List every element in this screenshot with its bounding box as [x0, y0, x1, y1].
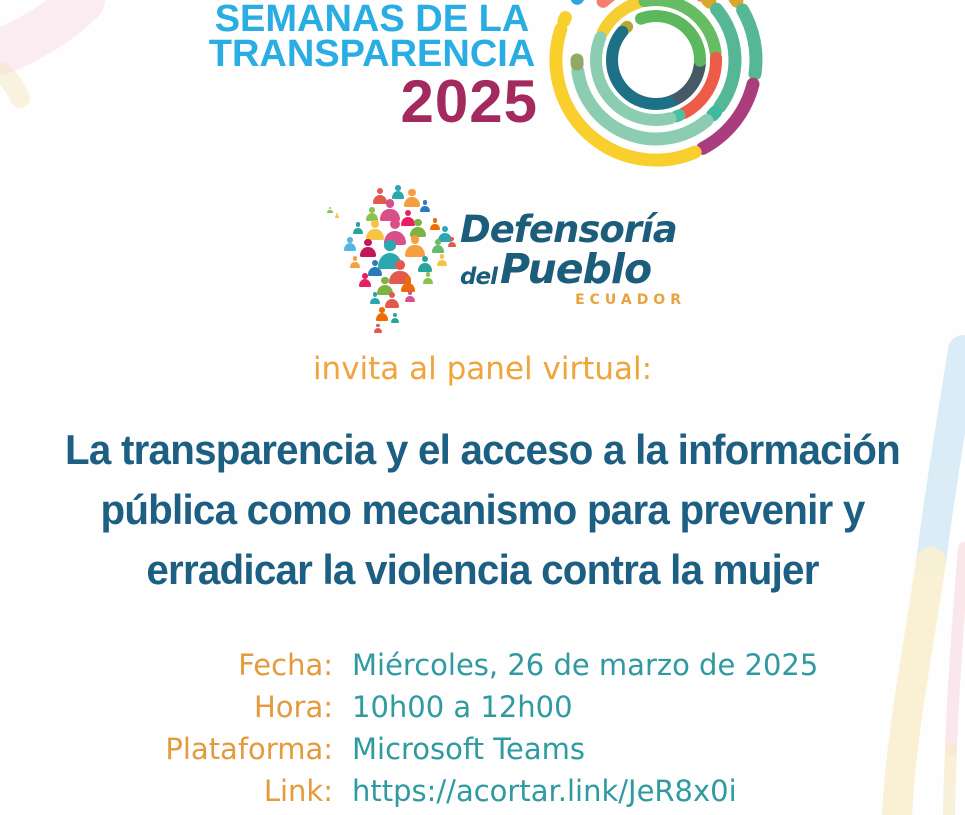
org-country: ECUADOR — [575, 292, 686, 308]
detail-label-plataforma: Plataforma: — [165, 732, 333, 766]
person-icon — [391, 313, 400, 323]
event-title — [0, 420, 965, 600]
corner-yellow-arc — [2, 72, 20, 98]
person-icon — [344, 237, 356, 251]
event-title-line-3: erradicar la violencia contra la mujer — [146, 546, 819, 593]
detail-label-link: Link: — [263, 774, 333, 808]
campaign-title-line-1: SEMANAS DE LA — [214, 0, 530, 40]
corner-pink-arc — [0, 0, 82, 52]
detail-row-plataforma — [0, 728, 965, 770]
detail-row-link — [0, 770, 965, 812]
detail-value-link[interactable]: https://acortar.link/JeR8x0i — [352, 774, 737, 808]
org-name-del: del — [460, 264, 497, 290]
rings-logo-icon — [556, 0, 756, 160]
person-icon — [366, 220, 384, 240]
detail-row-fecha — [0, 644, 965, 686]
person-icon — [432, 239, 444, 253]
person-icon — [327, 207, 332, 213]
person-icon — [353, 222, 364, 234]
person-icon — [448, 237, 457, 247]
event-title-line-1: La transparencia y el acceso a la información — [65, 426, 900, 473]
person-icon — [404, 189, 420, 207]
campaign-year: 2025 — [400, 68, 538, 135]
detail-value-fecha: Miércoles, 26 de marzo de 2025 — [352, 648, 819, 682]
person-icon — [418, 256, 432, 272]
person-icon — [385, 292, 399, 308]
person-icon — [405, 235, 424, 257]
person-icon — [350, 256, 361, 268]
campaign-title-line-2: TRANSPARENCIA — [208, 33, 536, 75]
detail-label-hora: Hora: — [253, 690, 333, 724]
event-title-line-2: pública como mecanismo para prevenir y — [100, 486, 865, 533]
person-icon — [359, 273, 371, 287]
org-name-line-1: Defensoría — [460, 208, 677, 251]
person-icon — [420, 200, 431, 212]
detail-value-plataforma: Microsoft Teams — [352, 732, 585, 766]
org-logo-text — [460, 210, 690, 308]
person-icon — [405, 290, 416, 302]
person-icon — [370, 292, 381, 304]
person-icon — [360, 239, 376, 257]
person-icon — [374, 324, 382, 333]
org-name-pueblo: Pueblo — [499, 245, 652, 293]
person-icon — [335, 213, 339, 218]
org-name-line-2 — [460, 245, 690, 293]
detail-label-fecha: Fecha: — [238, 648, 333, 682]
event-details — [0, 644, 965, 812]
person-icon — [437, 254, 448, 266]
person-icon — [392, 185, 404, 199]
detail-value-hora: 10h00 a 12h00 — [352, 690, 573, 724]
ecuador-people-map-icon — [320, 184, 470, 336]
campaign-header — [206, 0, 538, 135]
invite-line: invita al panel virtual: — [312, 351, 653, 387]
person-icon — [376, 307, 388, 321]
detail-row-hora — [0, 686, 965, 728]
person-icon — [423, 272, 434, 284]
